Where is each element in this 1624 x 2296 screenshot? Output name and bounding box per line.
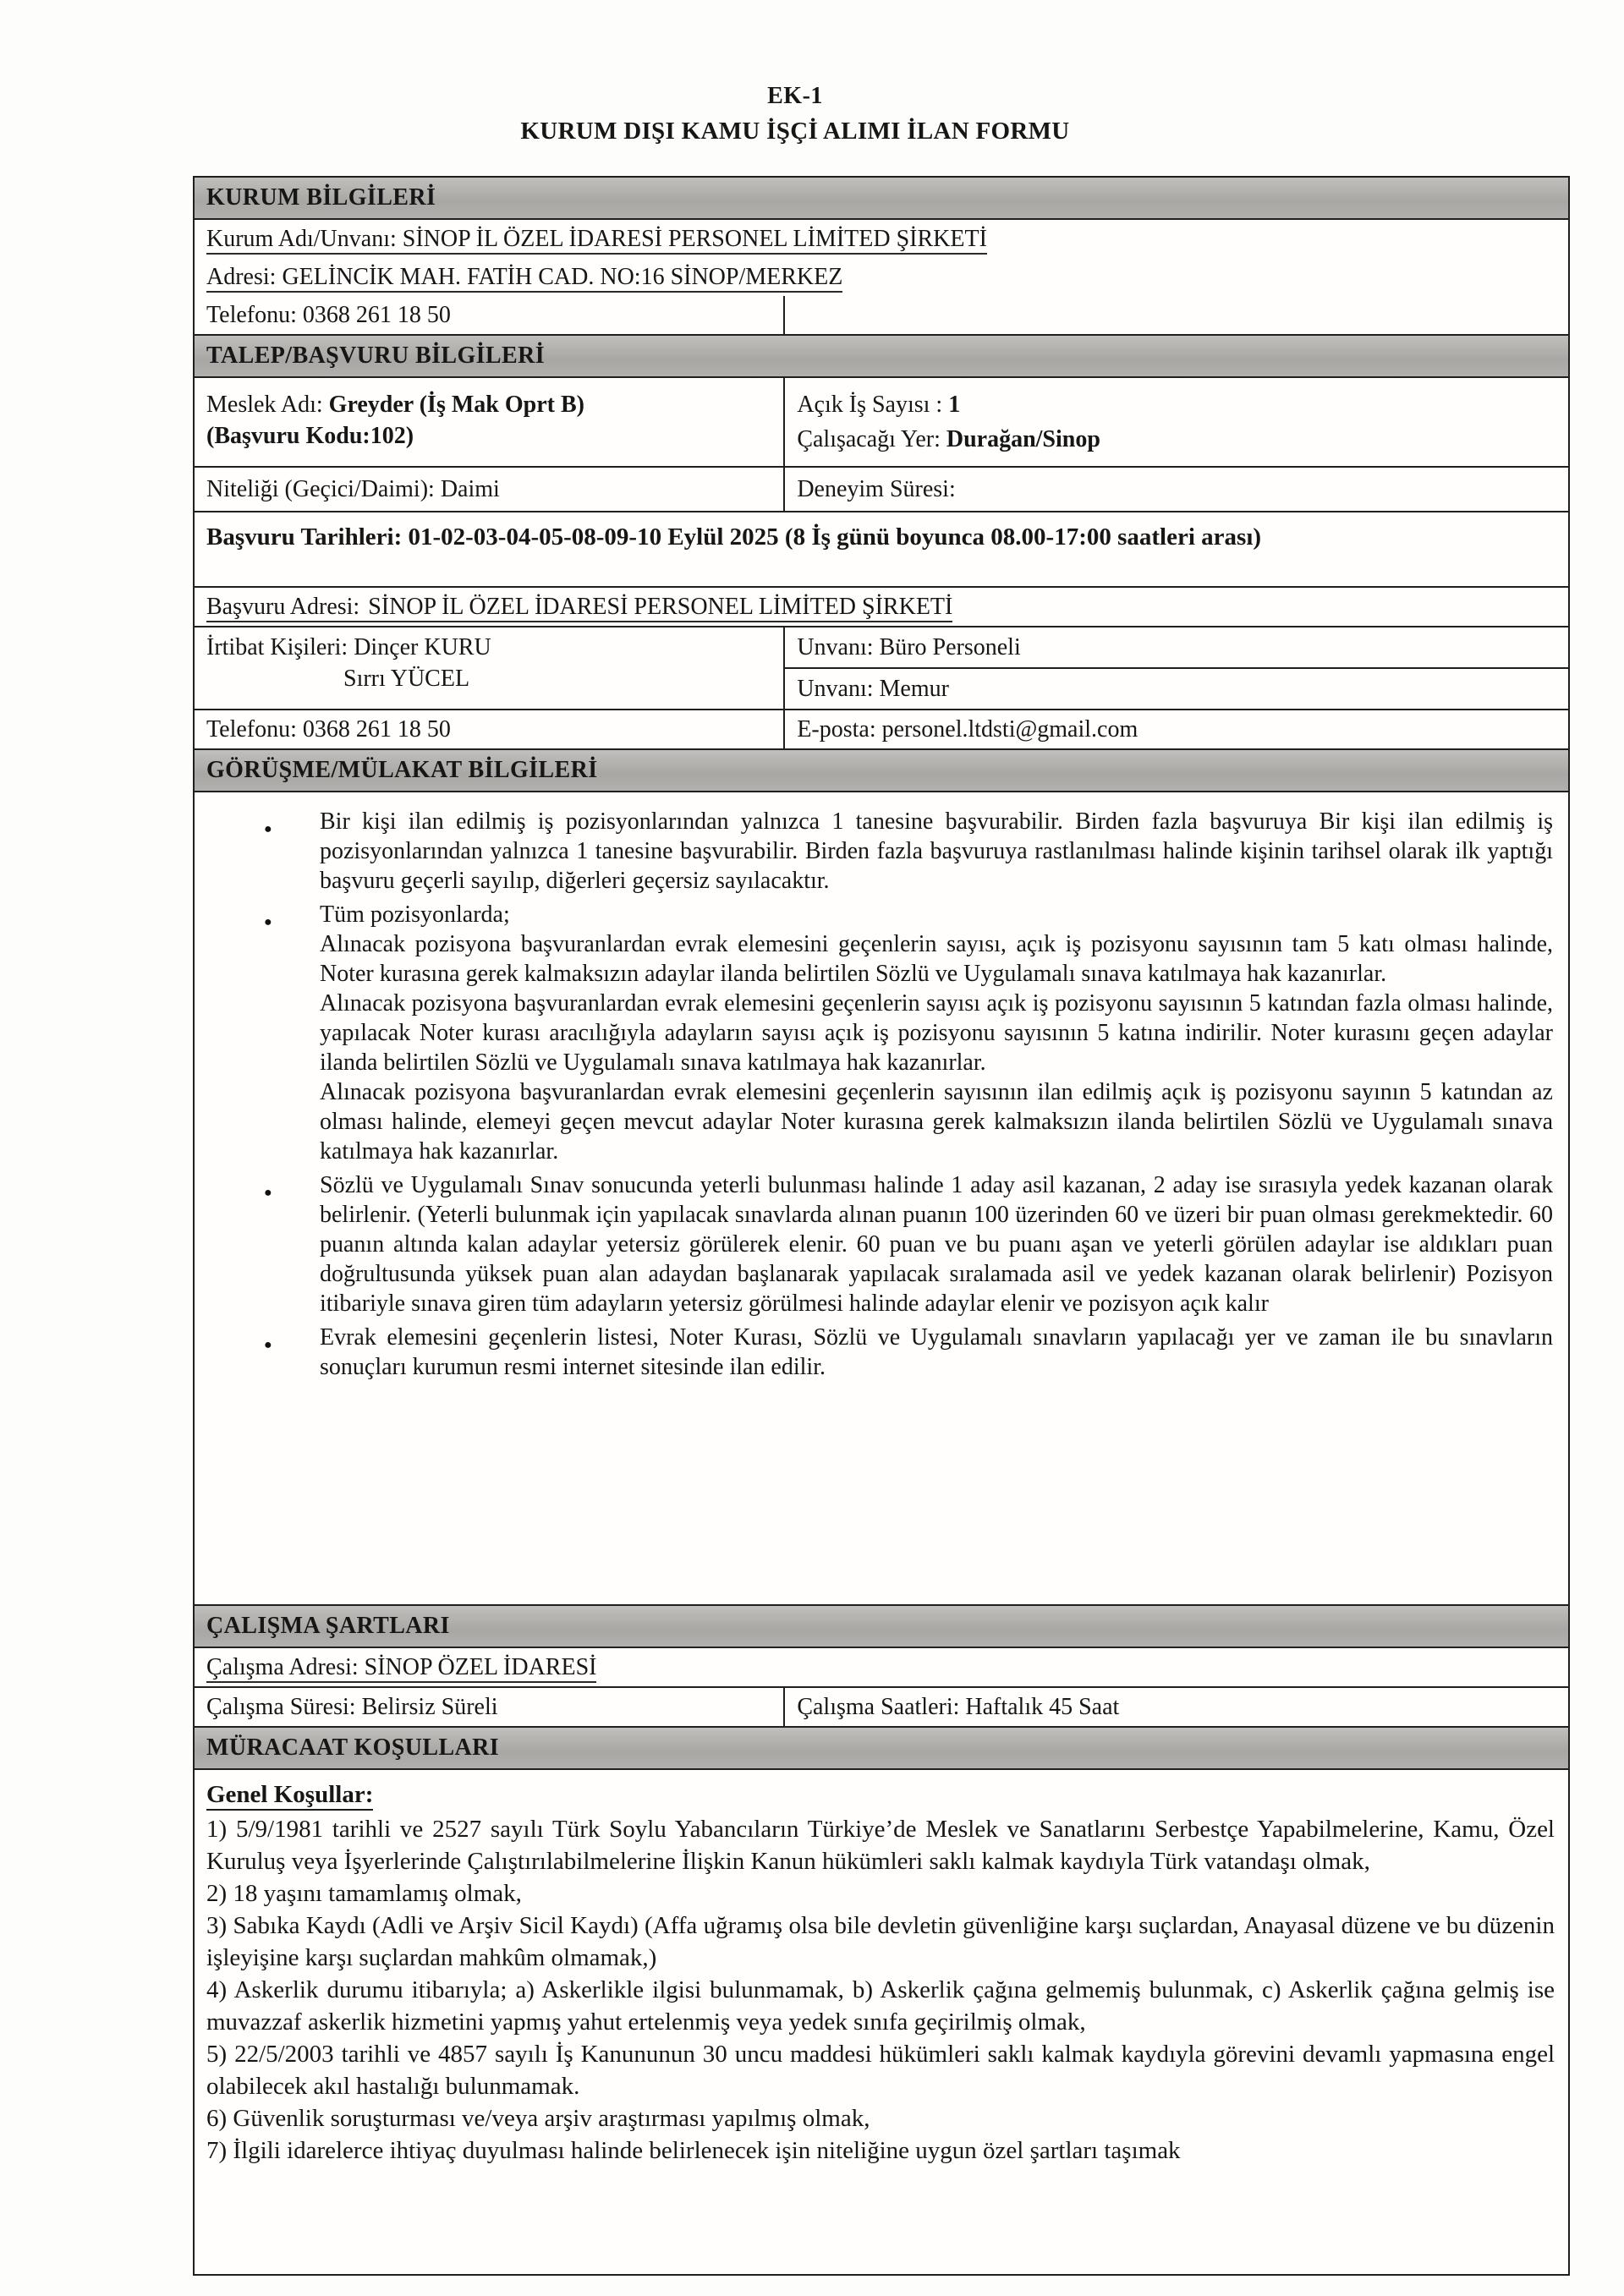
form-table bbox=[193, 176, 1570, 2276]
nitelik-label: Niteliği (Geçici/Daimi): bbox=[206, 476, 435, 502]
bullet-text: Alınacak pozisyona başvuranlardan evrak elemesini geçenlerin sayısı açık iş pozisyonu sayısının 5 katından fazla olması halinde, yapılacak Noter kurası aracılığıyla adayların sayısı açık iş pozisyonu sayısının 5 katına indirilir. Noter kurasını geçen adaylar ilanda belirtilen Sözlü ve Uygulamalı sınava katılmaya hak kazanırlar. bbox=[320, 990, 1553, 1076]
irtibat-kisi-2: Sırrı YÜCEL bbox=[343, 666, 470, 692]
bullet-text: Evrak elemesini geçenlerin listesi, Noter Kurası, Sözlü ve Uygulamalı sınavların yapılacağı yer ve zaman ile bu sınavların sonuçları kurumun resmi internet sitesinde ilan edilir. bbox=[320, 1324, 1553, 1380]
bullet-text: Bir kişi ilan edilmiş iş pozisyonlarından yalnızca 1 tanesine başvurabilir. Birden fazla başvuruya Bir kişi ilan edilmiş iş pozisyonlarından yalnızca 1 tanesine başvurabilir. Birden fazla başvuruya rastlanılması halinde kişinin tarihsel olarak ilk yaptığı başvuru geçerli sayılıp, diğerleri geçersiz sayılacaktır. bbox=[320, 808, 1553, 894]
list-item bbox=[195, 1323, 1568, 1382]
section-header-gorusme-mulakat: GÖRÜŞME/MÜLAKAT BİLGİLERİ bbox=[195, 748, 1568, 792]
kurum-telefon-label: Telefonu: bbox=[206, 302, 297, 328]
meslek-adi-label: Meslek Adı: bbox=[206, 392, 323, 418]
section-header-muracaat-kosullari: MÜRACAAT KOŞULLARI bbox=[195, 1728, 1568, 1770]
muracaat-item: 7) İlgili idarelerce ihtiyaç duyulması halinde belirlenecek işin niteliğine uygun özel şartları taşımak bbox=[206, 2137, 1181, 2164]
muracaat-item: 4) Askerlik durumu itibarıyla; a) Askerlikle ilgisi bulunmamak, b) Askerlik çağına gelmemiş bulunmak, c) Askerlik çağına gelmiş ise muvazzaf askerlik hizmetini yapmış yahut ertelenmiş veya yedek sınıfa geçirilmiş olmak, bbox=[206, 1976, 1555, 2036]
meslek-adi-value: Greyder (İş Mak Oprt B) bbox=[328, 392, 584, 418]
eposta-label: E-posta: bbox=[797, 716, 876, 743]
unvan-1: Unvanı: Büro Personeli bbox=[785, 627, 1568, 669]
calisma-adresi-value: SİNOP ÖZEL İDARESİ bbox=[364, 1654, 597, 1680]
bullet-icon: ● bbox=[264, 822, 272, 836]
section-header-calisma-sartlari: ÇALIŞMA ŞARTLARI bbox=[195, 1606, 1568, 1648]
kurum-adi-row bbox=[195, 220, 1568, 258]
genel-kosullar-heading bbox=[206, 1778, 1555, 1811]
bullet-text: Tüm pozisyonlarda; bbox=[320, 901, 510, 928]
basvuru-adresi-value: SİNOP İL ÖZEL İDARESİ PERSONEL LİMİTED ŞİRKETİ bbox=[368, 594, 953, 620]
muracaat-item: 2) 18 yaşını tamamlamış olmak, bbox=[206, 1880, 522, 1907]
kurum-adi-value: SİNOP İL ÖZEL İDARESİ PERSONEL LİMİTED ŞİRKETİ bbox=[402, 226, 987, 252]
irtibat-row bbox=[195, 627, 1568, 710]
muracaat-item: 1) 5/9/1981 tarihli ve 2527 sayılı Türk Soylu Yabancıların Türkiye’de Meslek ve Sanatlarını Serbestçe Yapabilmelerine, Kamu, Özel Kuruluş veya İşyerlerinde Çalıştırılabilmelerine İlişkin Kanun hükümleri saklı kalmak kaydıyla Türk vatandaşı olmak, bbox=[206, 1816, 1555, 1875]
gorusme-content bbox=[195, 792, 1568, 1606]
doc-code: EK-1 bbox=[767, 83, 823, 109]
calisma-saatleri-value: Haftalık 45 Saat bbox=[965, 1694, 1120, 1720]
basvuru-kodu: (Başvuru Kodu:102) bbox=[206, 423, 414, 449]
kurum-adres-label: Adresi: bbox=[206, 264, 277, 290]
muracaat-item: 3) Sabıka Kaydı (Adli ve Arşiv Sicil Kaydı) (Affa uğramış olsa bile devletin güvenliğine karşı suçlardan, Anayasal düzene ve bu düzenin işleyişine karşı suçlardan mahkûm olmamak,) bbox=[206, 1912, 1555, 1971]
calisma-saatleri-label: Çalışma Saatleri: bbox=[797, 1694, 960, 1720]
kurum-adi-label: Kurum Adı/Unvanı: bbox=[206, 226, 397, 252]
calisacagi-yer-value: Durağan/Sinop bbox=[946, 426, 1100, 452]
muracaat-content bbox=[195, 1770, 1568, 2274]
nitelik-value: Daimi bbox=[440, 476, 500, 502]
talep-telefon-value: 0368 261 18 50 bbox=[302, 716, 451, 743]
bullet-icon: ● bbox=[264, 915, 272, 929]
meslek-row bbox=[195, 378, 1568, 468]
irtibat-kisi-1: Dinçer KURU bbox=[354, 634, 491, 660]
page-title: KURUM DIŞI KAMU İŞÇİ ALIMI İLAN FORMU bbox=[520, 118, 1070, 145]
section-header-kurum-bilgileri: KURUM BİLGİLERİ bbox=[195, 178, 1568, 220]
list-item bbox=[195, 1170, 1568, 1318]
irtibat-kisileri-label: İrtibat Kişileri: bbox=[206, 634, 348, 660]
calisma-suresi-value: Belirsiz Süreli bbox=[361, 1694, 498, 1720]
muracaat-item: 5) 22/5/2003 tarihli ve 4857 sayılı İş Kanununun 30 uncu maddesi hükümleri saklı kalmak kaydıyla görevini devamlı yapmasına engel olabilecek akıl hastalığı bulunmamak. bbox=[206, 2041, 1555, 2100]
list-item bbox=[195, 807, 1568, 896]
eposta-value: personel.ltdsti@gmail.com bbox=[881, 716, 1138, 743]
talep-telefon-label: Telefonu: bbox=[206, 716, 297, 743]
section-header-talep-basvuru: TALEP/BAŞVURU BİLGİLERİ bbox=[195, 334, 1568, 378]
basvuru-adresi-row bbox=[195, 588, 1568, 627]
bullet-text: Alınacak pozisyona başvuranlardan evrak elemesini geçenlerin sayısının ilan edilmiş açık iş pozisyonu sayının 5 katından az olması halinde, elemeyi geçen mevcut adaylar Noter kurasına gerek kalmaksızın ilanda belirtilen Sözlü ve Uygulamalı sınava katılmaya hak kazanırlar. bbox=[320, 1079, 1553, 1164]
bullet-text: Sözlü ve Uygulamalı Sınav sonucunda yeterli bulunması halinde 1 aday asil kazanan, 2 aday ise sırasıyla yedek kazanan olarak belirlenir. (Yeterli bulunmak için yapılacak sınavlarda alınan puanın 100 üzerinden 60 ve üzeri bir puan olması gerekmektedir. 60 puanın altında kalan adaylar yetersiz görülerek elenir. 60 puan ve bu puanı aşan ve yeterli görülen adaylar ise aldıkları puan doğrultusunda yüksek puan alan adaydan başlanarak yapılacak sıralamada asil ve yedek kazanan olarak belirlenir) Pozisyon itibariyle sınava giren tüm adayların yetersiz görülmesi halinde adaylar elenir ve pozisyon açık kalır bbox=[320, 1172, 1553, 1317]
kurum-telefon-empty-cell bbox=[785, 296, 1568, 334]
unvan-2: Unvanı: Memur bbox=[797, 676, 949, 702]
muracaat-item: 6) Güvenlik soruşturması ve/veya arşiv araştırması yapılmış olmak, bbox=[206, 2105, 870, 2132]
basvuru-adresi-label: Başvuru Adresi: bbox=[206, 594, 360, 620]
basvuru-tarihleri-row: Başvuru Tarihleri: 01-02-03-04-05-08-09-10 Eylül 2025 (8 İş günü boyunca 08.00-17:00 saatleri arası) bbox=[195, 512, 1568, 588]
bullet-icon: ● bbox=[264, 1338, 272, 1352]
kurum-telefon-row bbox=[195, 296, 1568, 334]
genel-kosullar-label: Genel Koşullar: bbox=[206, 1781, 373, 1811]
nitelik-row bbox=[195, 468, 1568, 512]
kurum-telefon-value: 0368 261 18 50 bbox=[302, 302, 451, 328]
calisma-adresi-label: Çalışma Adresi: bbox=[206, 1654, 359, 1680]
deneyim-suresi-label: Deneyim Süresi: bbox=[797, 476, 956, 502]
calisma-suresi-label: Çalışma Süresi: bbox=[206, 1694, 356, 1720]
calisma-sure-saat-row bbox=[195, 1686, 1568, 1728]
form-title-block bbox=[17, 83, 1573, 145]
kurum-adres-value: GELİNCİK MAH. FATİH CAD. NO:16 SİNOP/MERKEZ bbox=[282, 264, 843, 290]
bullet-icon: ● bbox=[264, 1186, 272, 1200]
calisma-adresi-row bbox=[195, 1648, 1568, 1686]
list-item bbox=[195, 900, 1568, 1166]
kurum-adres-row bbox=[195, 258, 1568, 296]
calisacagi-yer-label: Çalışacağı Yer: bbox=[797, 426, 941, 452]
bullet-text: Alınacak pozisyona başvuranlardan evrak elemesini geçenlerin sayısı, açık iş pozisyonu sayısının tam 5 katı olması halinde, Noter kurasına gerek kalmaksızın adaylar ilanda belirtilen Sözlü ve Uygulamalı sınava katılmaya hak kazanırlar. bbox=[320, 931, 1553, 987]
acik-is-sayisi-value: 1 bbox=[948, 392, 961, 418]
talep-telefon-eposta-row bbox=[195, 710, 1568, 748]
acik-is-sayisi-label: Açık İş Sayısı : bbox=[797, 392, 943, 418]
